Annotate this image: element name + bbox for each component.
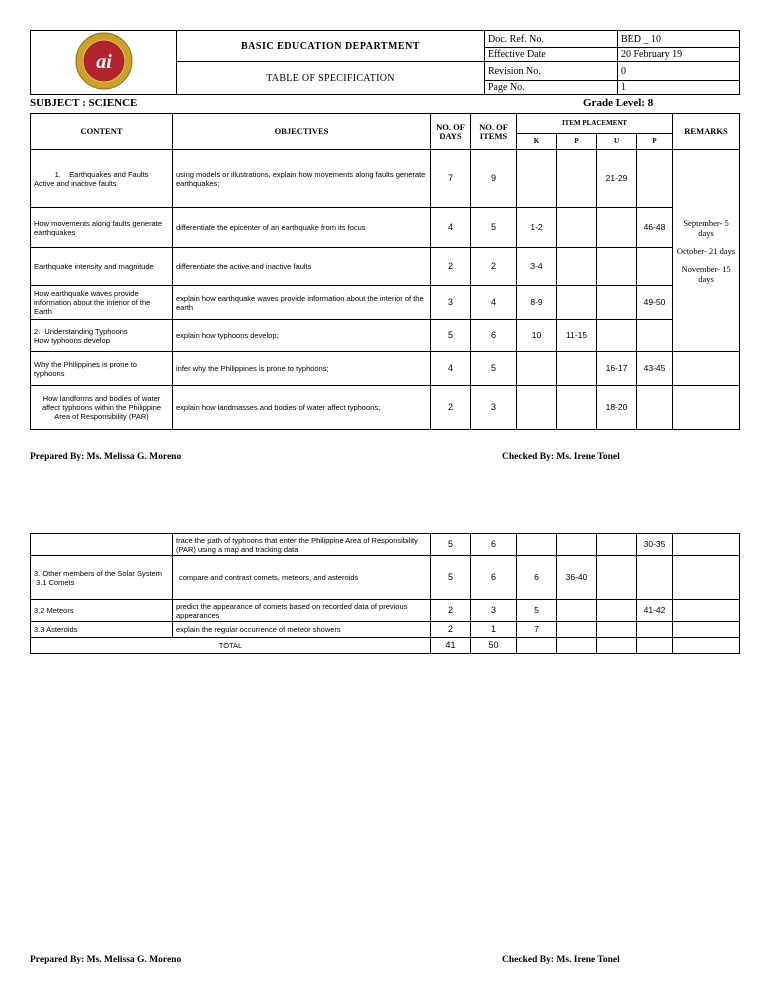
prepared-by: Prepared By: Ms. Melissa G. Moreno (30, 452, 182, 462)
empty-cell (637, 638, 673, 654)
items-cell: 5 (471, 352, 517, 386)
items-cell: 6 (471, 556, 517, 600)
u-cell (597, 248, 637, 286)
objective-cell: trace the path of typhoons that enter the Philippine Area of Responsibility (PAR) using a map and tracking data (173, 534, 431, 556)
objective-cell: explain how typhoons develop; (173, 320, 431, 352)
objective-cell: explain how landmasses and bodies of water affect typhoons; (173, 386, 431, 430)
specification-table-1 (30, 113, 740, 430)
content-cell: How movements along faults generate earthquakes (31, 208, 173, 248)
meta-label: Page No. (485, 81, 618, 95)
col-items: NO. OF ITEMS (471, 114, 517, 150)
grade-level-label: Grade Level: 8 (583, 97, 654, 109)
p2-cell: 41-42 (637, 600, 673, 622)
total-label: TOTAL (31, 638, 431, 654)
items-cell: 3 (471, 600, 517, 622)
remark-item: November- 15 days (681, 263, 731, 284)
content-cell (31, 150, 173, 208)
k-cell: 10 (517, 320, 557, 352)
p2-cell (637, 248, 673, 286)
p-cell: 11-15 (557, 320, 597, 352)
content-text: 2. Understanding Typhoons (34, 326, 128, 336)
u-cell (597, 600, 637, 622)
p-cell (557, 286, 597, 320)
col-p: P (557, 134, 597, 150)
objective-cell: explain the regular occurrence of meteor showers (173, 622, 431, 638)
k-cell: 8-9 (517, 286, 557, 320)
content-cell (31, 556, 173, 600)
u-cell (597, 556, 637, 600)
p-cell (557, 622, 597, 638)
items-cell: 1 (471, 622, 517, 638)
remarks-empty-cell (673, 556, 740, 600)
remark-item: October- 21 days (676, 245, 736, 256)
col-days: NO. OF DAYS (431, 114, 471, 150)
p2-cell (637, 622, 673, 638)
remarks-cell (673, 150, 740, 352)
objective-text: compare and contrast comets, meteors, and asteroids (179, 573, 359, 582)
days-cell: 2 (431, 248, 471, 286)
p-cell (557, 150, 597, 208)
total-items: 50 (471, 638, 517, 654)
college-logo-icon (74, 31, 134, 91)
k-cell (517, 150, 557, 208)
k-cell (517, 352, 557, 386)
document-header (30, 30, 740, 95)
k-cell: 6 (517, 556, 557, 600)
meta-label: Effective Date (485, 48, 618, 62)
checked-by: Checked By: Ms. Irene Tonel (502, 452, 620, 462)
content-cell: How landforms and bodies of water affect typhoons within the Philippine Area of Responsibility (PAR) (31, 386, 173, 430)
logo-cell (31, 31, 177, 95)
u-cell: 21-29 (597, 150, 637, 208)
k-cell (517, 534, 557, 556)
table-row (31, 600, 740, 622)
content-text: How typhoons develop (34, 335, 110, 345)
objective-cell: explain how earthquake waves provide information about the interior of the earth (173, 286, 431, 320)
remark-item: September- 5 days (683, 217, 729, 238)
p2-cell: 49-50 (637, 286, 673, 320)
p-cell (557, 248, 597, 286)
content-cell: Why the Philippines is prone to typhoons (31, 352, 173, 386)
u-cell (597, 320, 637, 352)
col-remarks: REMARKS (673, 114, 740, 150)
meta-value: 0 (618, 62, 740, 81)
p2-cell (637, 320, 673, 352)
table-row (31, 556, 740, 600)
table-row (31, 208, 740, 248)
p-cell (557, 208, 597, 248)
objective-cell: infer why the Philippines is prone to typhoons; (173, 352, 431, 386)
table-row (31, 286, 740, 320)
days-cell: 5 (431, 556, 471, 600)
meta-value: BED _ 10 (618, 31, 740, 48)
days-cell: 2 (431, 386, 471, 430)
subject-label: SUBJECT : SCIENCE (30, 97, 138, 109)
days-cell: 2 (431, 600, 471, 622)
department-title: BASIC EDUCATION DEPARTMENT (177, 31, 485, 62)
p2-cell (637, 150, 673, 208)
days-cell: 4 (431, 208, 471, 248)
items-cell: 5 (471, 208, 517, 248)
meta-value: 1 (618, 81, 740, 95)
empty-cell (517, 638, 557, 654)
k-cell (517, 386, 557, 430)
total-days: 41 (431, 638, 471, 654)
total-row (31, 638, 740, 654)
objective-cell: using models or illustrations, explain how movements along faults generate earthquakes; (173, 150, 431, 208)
table-row (31, 622, 740, 638)
items-cell: 4 (471, 286, 517, 320)
p2-cell (637, 386, 673, 430)
p2-cell: 43-45 (637, 352, 673, 386)
p2-cell: 30-35 (637, 534, 673, 556)
remarks-empty-cell (673, 622, 740, 638)
k-cell: 7 (517, 622, 557, 638)
days-cell: 3 (431, 286, 471, 320)
col-content: CONTENT (31, 114, 173, 150)
table-row (31, 320, 740, 352)
content-cell: 3.2 Meteors (31, 600, 173, 622)
objective-cell: predict the appearance of comets based on recorded data of previous appearances (173, 600, 431, 622)
svg-text:ai: ai (95, 51, 112, 73)
remarks-empty-cell (673, 352, 740, 386)
content-text: 3.1 Comets (34, 577, 75, 587)
remarks-empty-cell (673, 600, 740, 622)
col-u: U (597, 134, 637, 150)
prepared-by: Prepared By: Ms. Melissa G. Moreno (30, 955, 182, 965)
checked-by: Checked By: Ms. Irene Tonel (502, 955, 620, 965)
content-text: 1. Earthquakes and Faults (54, 169, 149, 179)
days-cell: 2 (431, 622, 471, 638)
document-title: TABLE OF SPECIFICATION (177, 62, 485, 95)
empty-cell (557, 638, 597, 654)
p-cell: 36-40 (557, 556, 597, 600)
days-cell: 5 (431, 534, 471, 556)
meta-value: 20 February 19 (618, 48, 740, 62)
p-cell (557, 386, 597, 430)
items-cell: 9 (471, 150, 517, 208)
p-cell (557, 600, 597, 622)
col-item-placement: ITEM PLACEMENT (517, 114, 673, 134)
table-row (31, 352, 740, 386)
content-cell: 3.3 Asteroids (31, 622, 173, 638)
col-objectives: OBJECTIVES (173, 114, 431, 150)
items-cell: 2 (471, 248, 517, 286)
content-text: 3. Other members of the Solar System (34, 568, 162, 578)
table-row (31, 248, 740, 286)
u-cell: 18-20 (597, 386, 637, 430)
content-cell: Earthquake intensity and magnitude (31, 248, 173, 286)
empty-cell (597, 638, 637, 654)
k-cell: 5 (517, 600, 557, 622)
remarks-empty-cell (673, 534, 740, 556)
k-cell: 1-2 (517, 208, 557, 248)
items-cell: 3 (471, 386, 517, 430)
items-cell: 6 (471, 320, 517, 352)
col-k: K (517, 134, 557, 150)
days-cell: 5 (431, 320, 471, 352)
objective-cell: differentiate the active and inactive faults (173, 248, 431, 286)
p2-cell: 46-48 (637, 208, 673, 248)
col-p2: P (637, 134, 673, 150)
empty-cell (673, 638, 740, 654)
u-cell (597, 208, 637, 248)
u-cell (597, 286, 637, 320)
meta-label: Doc. Ref. No. (485, 31, 618, 48)
content-cell (31, 320, 173, 352)
table-row (31, 386, 740, 430)
objective-cell: differentiate the epicenter of an earthquake from its focus (173, 208, 431, 248)
days-cell: 7 (431, 150, 471, 208)
items-cell: 6 (471, 534, 517, 556)
p2-cell (637, 556, 673, 600)
u-cell: 16-17 (597, 352, 637, 386)
k-cell: 3-4 (517, 248, 557, 286)
u-cell (597, 534, 637, 556)
p-cell (557, 534, 597, 556)
remarks-empty-cell (673, 386, 740, 430)
specification-table-2 (30, 533, 740, 654)
content-text: Active and inactive faults (34, 178, 117, 188)
content-cell (31, 534, 173, 556)
objective-cell (173, 556, 431, 600)
u-cell (597, 622, 637, 638)
days-cell: 4 (431, 352, 471, 386)
meta-label: Revision No. (485, 62, 618, 81)
p-cell (557, 352, 597, 386)
table-row (31, 150, 740, 208)
table-row (31, 534, 740, 556)
content-cell: How earthquake waves provide information about the interior of the Earth (31, 286, 173, 320)
